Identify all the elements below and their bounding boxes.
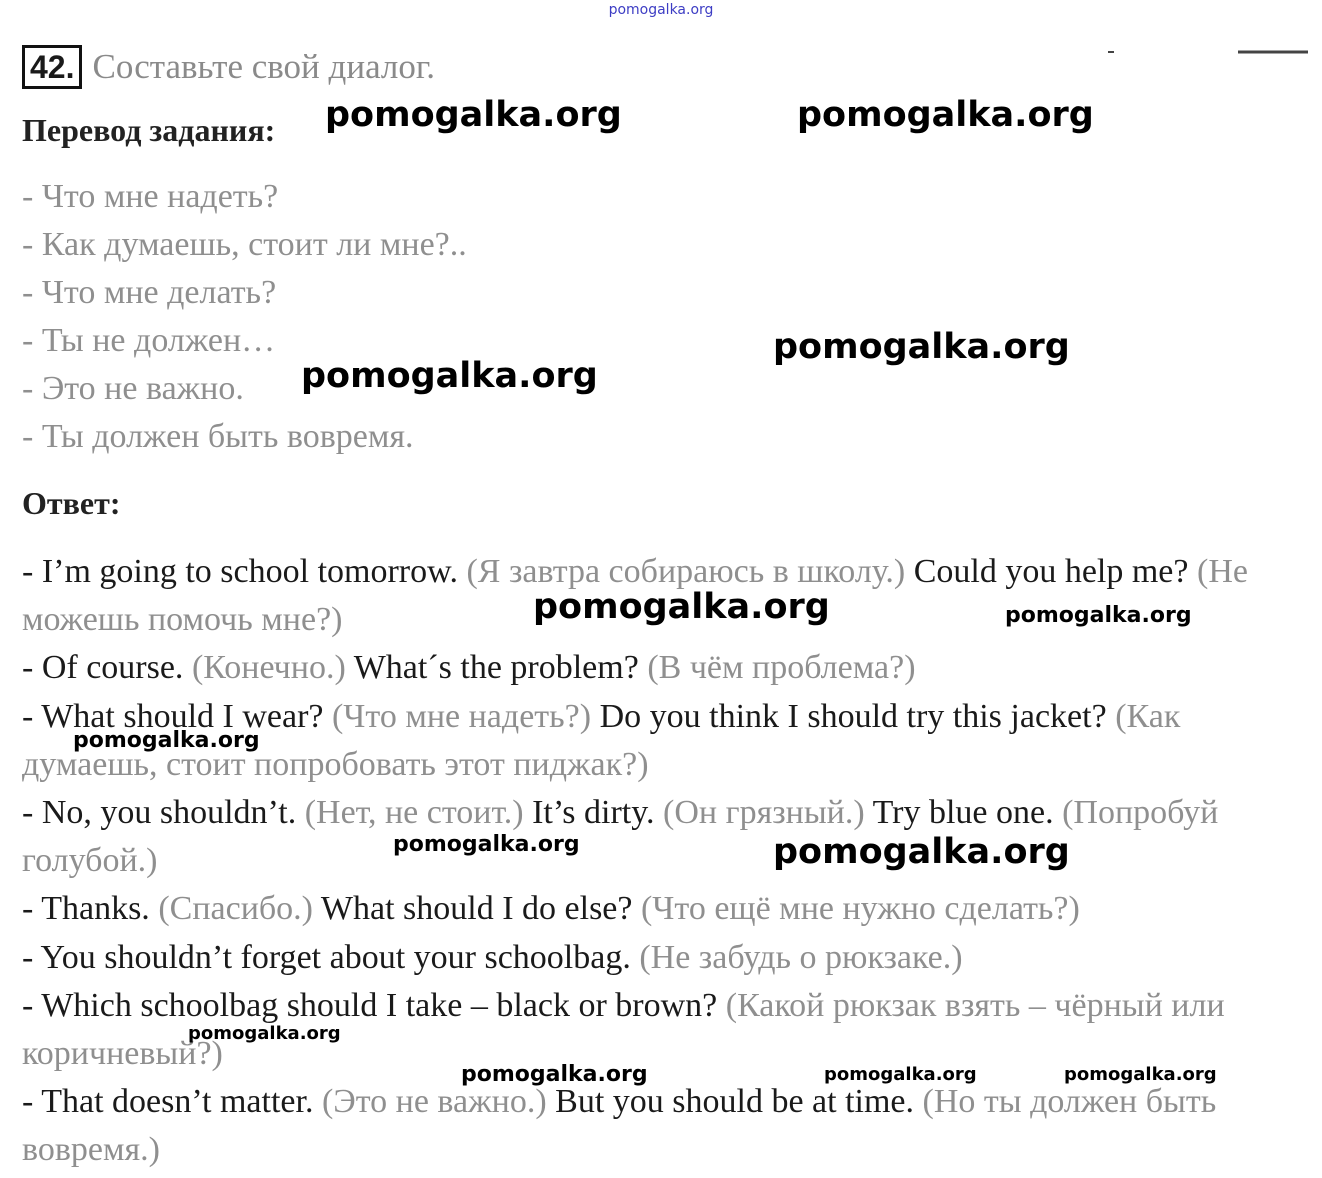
- dialogue-line: - I’m going to school tomorrow. (Я завтра собираюсь в школу.) Could you help me? (Не можешь помочь мне?): [22, 553, 1248, 639]
- dialogue-line: - Of course. (Конечно.) What´s the problem? (В чём проблема?): [22, 649, 916, 687]
- translation-line: - Это не важно.: [22, 370, 244, 407]
- answer-heading: Ответ:: [22, 485, 121, 521]
- watermark: pomogalka.org: [1064, 1064, 1217, 1085]
- watermark: pomogalka.org: [393, 832, 580, 857]
- watermark: pomogalka.org: [773, 832, 1070, 872]
- dialogue-line: - You shouldn’t forget about your schoolbag. (Не забудь о рюкзаке.): [22, 938, 963, 976]
- dialogue-line: - No, you shouldn’t. (Нет, не стоит.) It’s dirty. (Он грязный.) Try blue one. (Попробуй голубой.): [22, 794, 1219, 880]
- watermark: pomogalka.org: [1005, 603, 1192, 628]
- translation-line: - Как думаешь, стоит ли мне?..: [22, 226, 467, 263]
- translation-line: - Ты должен быть вовремя.: [22, 418, 414, 455]
- dialogue-line: - Which schoolbag should I take – black or brown? (Какой рюкзак взять – чёрный или коричневый?): [22, 986, 1225, 1073]
- dialogue-line: - That doesn’t matter. (Это не важно.) But you should be at time. (Но ты должен быть вовремя.): [22, 1083, 1217, 1169]
- dialogue-line: - What should I wear? (Что мне надеть?) Do you think I should try this jacket? (Как думаешь, стоит попробовать этот пиджак?): [22, 697, 1181, 783]
- watermark: pomogalka.org: [533, 587, 830, 627]
- task-number: 42.: [22, 45, 82, 89]
- corner-scan-artifact: [1108, 46, 1308, 56]
- translation-line: - Что мне делать?: [22, 274, 277, 311]
- watermark: pomogalka.org: [461, 1062, 648, 1087]
- watermark: pomogalka.org: [325, 95, 622, 135]
- watermark: pomogalka.org: [824, 1064, 977, 1085]
- dialogue-line: - Thanks. (Спасибо.) What should I do else? (Что ещё мне нужно сделать?): [22, 890, 1080, 928]
- top-watermark: pomogalka.org: [608, 2, 714, 18]
- watermark: pomogalka.org: [73, 728, 260, 753]
- translation-line: - Ты не должен…: [22, 322, 276, 359]
- translation-heading: Перевод задания:: [22, 112, 276, 148]
- watermark: pomogalka.org: [797, 95, 1094, 135]
- translation-line: - Что мне надеть?: [22, 178, 279, 215]
- task-instruction: Составьте свой диалог.: [92, 47, 436, 86]
- watermark: pomogalka.org: [188, 1023, 341, 1044]
- task-header: [22, 42, 435, 92]
- watermark: pomogalka.org: [773, 327, 1070, 367]
- watermark: pomogalka.org: [301, 356, 598, 396]
